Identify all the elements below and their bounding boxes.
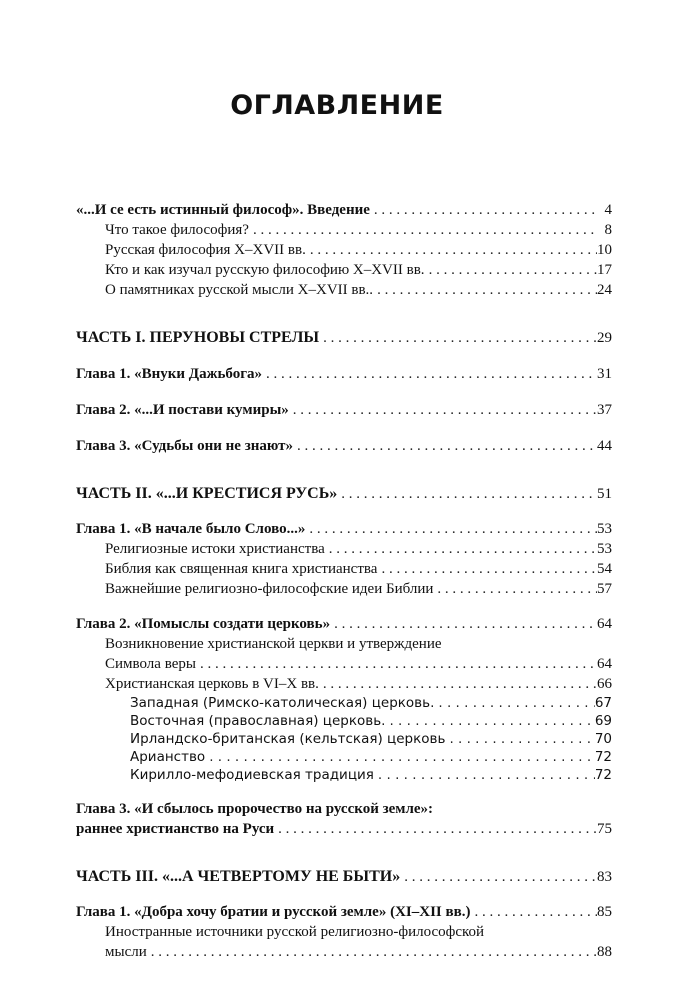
toc-entry-title: Глава 2. «Помыслы создати церковь» — [76, 616, 331, 632]
toc-page-number: 24 — [597, 282, 612, 298]
toc-page-number: 17 — [597, 262, 612, 278]
toc-entry-title: Глава 3. «Судьбы они не знают» — [76, 438, 294, 454]
toc-subentry[interactable] — [76, 730, 612, 748]
toc-entry-title: Глава 1. «В начале было Слово...» — [76, 521, 306, 537]
toc-entry-title-line[interactable]: Возникновение христианской церкви и утверждение — [105, 636, 442, 652]
dot-leader — [293, 436, 597, 456]
toc-page-number: 54 — [597, 561, 612, 577]
toc-chapter-title-line[interactable]: Глава 3. «И сбылось пророчество на русской земле»: — [76, 801, 434, 817]
spacer — [76, 784, 612, 799]
table-of-contents — [76, 200, 612, 962]
page-title: ОГЛАВЛЕНИЕ — [230, 90, 444, 121]
dot-leader — [196, 654, 597, 674]
dot-leader — [400, 867, 597, 887]
toc-entry-title: Восточная (православная) церковь. — [130, 713, 386, 729]
toc-page-number: 37 — [597, 402, 612, 418]
toc-page-number: 53 — [597, 521, 612, 537]
spacer — [76, 839, 612, 867]
toc-entry-title: Русская философия X–XVII вв. — [105, 242, 306, 258]
toc-page-number: 4 — [604, 202, 612, 218]
spacer — [76, 348, 612, 364]
toc-part-1[interactable] — [76, 328, 612, 348]
toc-entry-title: раннее христианство на Руси — [76, 821, 275, 837]
dot-leader — [433, 579, 597, 599]
spacer — [76, 420, 612, 436]
toc-page-number: 85 — [597, 904, 612, 920]
dot-leader — [434, 694, 594, 712]
toc-entry-title: Важнейшие религиозно-философские идеи Библии — [105, 581, 434, 597]
toc-entry-title: Арианство — [130, 749, 206, 765]
toc-entry-title: Кирилло-мефодиевская традиция — [130, 767, 374, 783]
toc-subentry[interactable] — [76, 694, 612, 712]
toc-page-number: 44 — [597, 438, 612, 454]
toc-entry[interactable] — [76, 240, 612, 260]
spacer — [76, 384, 612, 400]
spacer — [76, 300, 612, 328]
toc-page-number: 69 — [594, 713, 612, 729]
toc-entry[interactable] — [76, 674, 612, 694]
toc-chapter[interactable] — [76, 519, 612, 539]
dot-leader — [337, 484, 597, 504]
toc-page-number: 83 — [597, 869, 612, 885]
toc-entry-title: Кто и как изучал русскую философию X–XVII вв. — [105, 262, 425, 278]
dot-leader — [325, 539, 597, 559]
dot-leader — [370, 200, 598, 220]
toc-page-number: 67 — [594, 695, 612, 711]
toc-page-number: 64 — [597, 656, 612, 672]
toc-page-number: 57 — [597, 581, 612, 597]
dot-leader — [385, 712, 594, 730]
dot-leader — [330, 614, 597, 634]
dot-leader — [305, 519, 597, 539]
toc-entry-title: Западная (Римско-католическая) церковь. — [130, 695, 435, 711]
toc-page-number: 8 — [604, 222, 612, 238]
dot-leader — [377, 559, 597, 579]
dot-leader — [319, 328, 597, 348]
toc-entry-title: ЧАСТЬ I. ПЕРУНОВЫ СТРЕЛЫ — [76, 329, 320, 346]
toc-subentry[interactable] — [76, 712, 612, 730]
dot-leader — [374, 766, 595, 784]
toc-entry-title: Библия как священная книга христианства — [105, 561, 378, 577]
toc-entry-title: Символа веры — [105, 656, 196, 672]
toc-entry-title: Глава 1. «Внуки Дажьбога» — [76, 366, 263, 382]
dot-leader — [445, 730, 594, 748]
toc-page-number: 72 — [594, 749, 612, 765]
toc-page-number: 66 — [597, 676, 612, 692]
dot-leader — [319, 674, 597, 694]
toc-entry-title: Глава 2. «...И постави кумиры» — [76, 402, 289, 418]
toc-page-number: 51 — [597, 486, 612, 502]
toc-entry-title: ЧАСТЬ II. «...И КРЕСТИСЯ РУСЬ» — [76, 485, 338, 502]
toc-subentry[interactable] — [76, 748, 612, 766]
toc-page-number: 31 — [597, 366, 612, 382]
toc-chapter[interactable] — [76, 614, 612, 634]
toc-entry[interactable] — [76, 280, 612, 300]
dot-leader — [373, 280, 597, 300]
spacer — [76, 504, 612, 519]
dot-leader — [205, 748, 595, 766]
toc-entry-intro[interactable] — [76, 200, 612, 220]
spacer — [76, 599, 612, 614]
toc-entry[interactable] — [76, 942, 612, 962]
toc-entry-title: Христианская церковь в VI–X вв. — [105, 676, 319, 692]
toc-page-number: 53 — [597, 541, 612, 557]
toc-entry-title: ЧАСТЬ III. «...А ЧЕТВЕРТОМУ НЕ БЫТИ» — [76, 868, 401, 885]
toc-entry-title: Религиозные истоки христианства — [105, 541, 325, 557]
toc-entry-title: Ирландско-британская (кельтская) церковь — [130, 731, 446, 747]
toc-chapter[interactable] — [76, 902, 612, 922]
dot-leader — [289, 400, 597, 420]
toc-part-3[interactable] — [76, 867, 612, 887]
toc-entry-title: Глава 1. «Добра хочу братии и русской земле» (XI–XII вв.) — [76, 904, 471, 920]
toc-entry-title: «...И се есть истинный философ». Введение — [76, 202, 370, 218]
toc-entry[interactable] — [76, 539, 612, 559]
toc-chapter[interactable] — [76, 400, 612, 420]
toc-entry-title: мысли — [105, 944, 147, 960]
toc-entry[interactable] — [76, 260, 612, 280]
toc-chapter[interactable] — [76, 436, 612, 456]
toc-subentry[interactable] — [76, 766, 612, 784]
dot-leader — [147, 942, 597, 962]
toc-page-number: 75 — [597, 821, 612, 837]
toc-entry[interactable] — [76, 220, 612, 240]
toc-entry-title: О памятниках русской мысли X–XVII вв.. — [105, 282, 374, 298]
toc-entry[interactable] — [76, 654, 612, 674]
spacer — [76, 456, 612, 484]
dot-leader — [425, 260, 597, 280]
toc-page-number: 72 — [594, 767, 612, 783]
toc-page-number: 29 — [597, 330, 612, 346]
toc-chapter[interactable] — [76, 819, 612, 839]
toc-chapter[interactable] — [76, 364, 612, 384]
toc-entry-title-line[interactable]: Иностранные источники русской религиозно-философской — [105, 924, 485, 940]
toc-page-number: 10 — [597, 242, 612, 258]
toc-page-number: 88 — [597, 944, 612, 960]
toc-entry-title: Что такое философия? — [105, 222, 249, 238]
dot-leader — [470, 902, 597, 922]
dot-leader — [306, 240, 597, 260]
spacer — [76, 887, 612, 902]
toc-page-number: 64 — [597, 616, 612, 632]
toc-entry[interactable] — [76, 559, 612, 579]
toc-entry[interactable] — [76, 579, 612, 599]
dot-leader — [249, 220, 598, 240]
toc-page-number: 70 — [594, 731, 612, 747]
dot-leader — [274, 819, 597, 839]
toc-part-2[interactable] — [76, 484, 612, 504]
dot-leader — [262, 364, 597, 384]
